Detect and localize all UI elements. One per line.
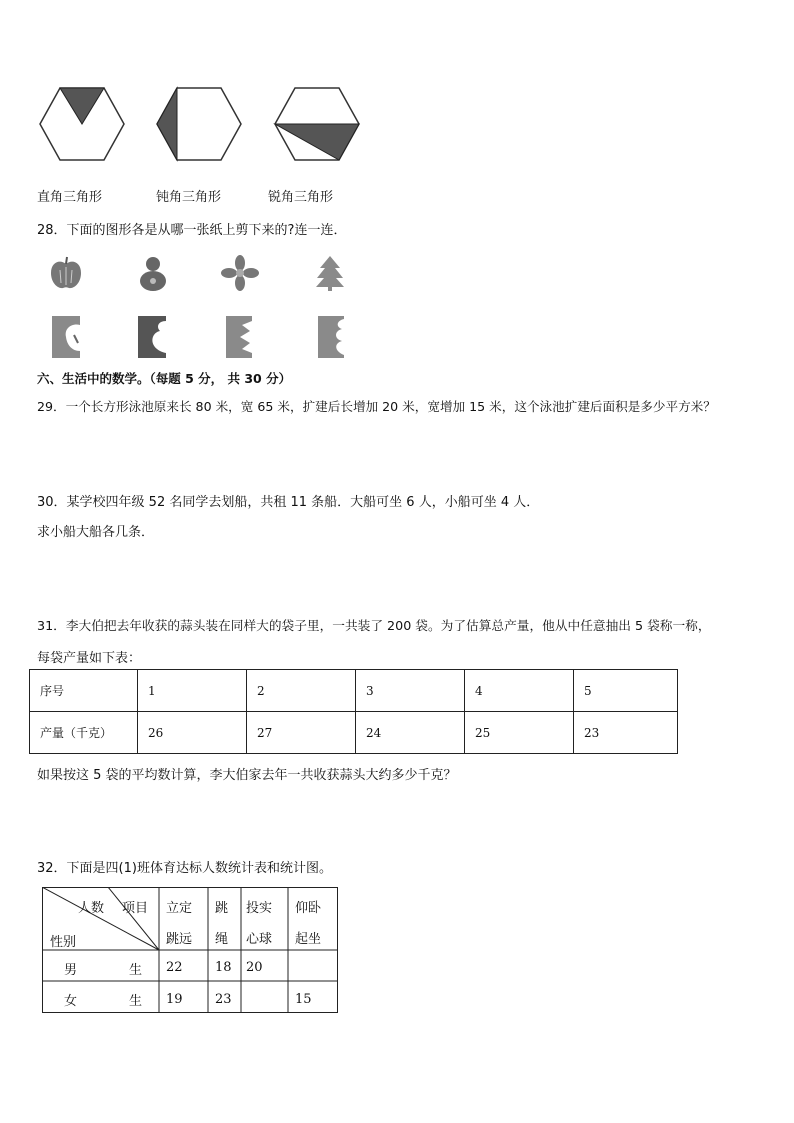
- table-row: [30, 712, 678, 754]
- q30-line1: 30．某学校四年级 52 名同学去划船，共租 11 条船．大船可坐 6 人，小船可坐 4 人．: [37, 495, 540, 510]
- q31-question: 如果按这 5 袋的平均数计算，李大伯家去年一共收获蒜头大约多少千克？: [37, 768, 457, 783]
- table-cell: 24: [356, 712, 465, 754]
- flower-icon[interactable]: [221, 255, 259, 291]
- row-label-girls-b: 生: [129, 994, 143, 1009]
- header-sit-up-line1: 仰卧: [295, 901, 322, 916]
- hexagon-obtuse-triangle-figure: [153, 84, 245, 162]
- table-cell: 产量（千克）: [30, 712, 138, 754]
- q32-text: 32．下面是四(1)班体育达标人数统计表和统计图。: [37, 861, 332, 876]
- corner-label-gender: 性别: [50, 935, 77, 950]
- row-label-boys-b: 生: [129, 963, 143, 978]
- table-cell: 3: [356, 670, 465, 712]
- row-label-girls-a: 女: [64, 994, 78, 1009]
- header-rope-skip-line1: 跳: [215, 901, 229, 916]
- cut-paper-apple-icon[interactable]: [50, 315, 82, 359]
- table-cell: 15: [295, 992, 312, 1007]
- table-cell: 2: [247, 670, 356, 712]
- cut-paper-tree-icon[interactable]: [316, 315, 346, 359]
- header-ball-throw-line1: 投实: [246, 901, 273, 916]
- q31-line2: 每袋产量如下表：: [37, 651, 142, 666]
- table-cell: 20: [246, 960, 263, 975]
- tree-icon[interactable]: [314, 254, 346, 292]
- q30-line2: 求小船大船各几条．: [37, 525, 155, 540]
- q32-fitness-table: [42, 887, 339, 1014]
- table-cell: 22: [166, 960, 183, 975]
- corner-label-item: 项目: [122, 901, 149, 916]
- hexagon-right-triangle-figure: [38, 84, 128, 162]
- table-cell: 序号: [30, 670, 138, 712]
- table-cell: 18: [215, 960, 232, 975]
- corner-label-count: 人数: [78, 901, 105, 916]
- caption-right-triangle: 直角三角形: [37, 190, 103, 205]
- header-sit-up-line2: 起坐: [295, 932, 322, 947]
- caption-obtuse-triangle: 钝角三角形: [156, 190, 222, 205]
- cut-paper-flower-icon[interactable]: [224, 315, 254, 359]
- header-long-jump-line1: 立定: [166, 901, 193, 916]
- table-cell: 19: [166, 992, 183, 1007]
- section-six-heading: 六、生活中的数学。（每题 5 分， 共 30 分）: [37, 371, 292, 386]
- table-row: [30, 670, 678, 712]
- apple-icon[interactable]: [48, 255, 84, 291]
- q31-yield-table: [29, 669, 678, 754]
- header-long-jump-line2: 跳远: [166, 932, 193, 947]
- caption-acute-triangle: 锐角三角形: [268, 190, 334, 205]
- table-cell: 5: [574, 670, 678, 712]
- row-label-boys-a: 男: [64, 963, 78, 978]
- table-cell: 23: [574, 712, 678, 754]
- table-cell: 4: [465, 670, 574, 712]
- table-cell: 27: [247, 712, 356, 754]
- hexagon-acute-triangle-figure: [273, 84, 363, 162]
- header-ball-throw-line2: 心球: [246, 932, 273, 947]
- table-cell: 1: [138, 670, 247, 712]
- cut-paper-gourd-icon[interactable]: [136, 315, 168, 359]
- header-rope-skip-line2: 绳: [215, 932, 229, 947]
- table-cell: 25: [465, 712, 574, 754]
- table-cell: 23: [215, 992, 232, 1007]
- q31-line1: 31．李大伯把去年收获的蒜头装在同样大的袋子里，一共装了 200 袋。为了估算总产量，他从中任意抽出 5 袋称一称，: [37, 618, 711, 633]
- gourd-icon[interactable]: [136, 254, 170, 292]
- table-cell: 26: [138, 712, 247, 754]
- q29-text: 29．一个长方形泳池原来长 80 米，宽 65 米，扩建后长增加 20 米，宽增加 15 米，这个泳池扩建后面积是多少平方米？: [37, 399, 716, 414]
- q28-text: 28．下面的图形各是从哪一张纸上剪下来的?连一连．: [37, 223, 347, 238]
